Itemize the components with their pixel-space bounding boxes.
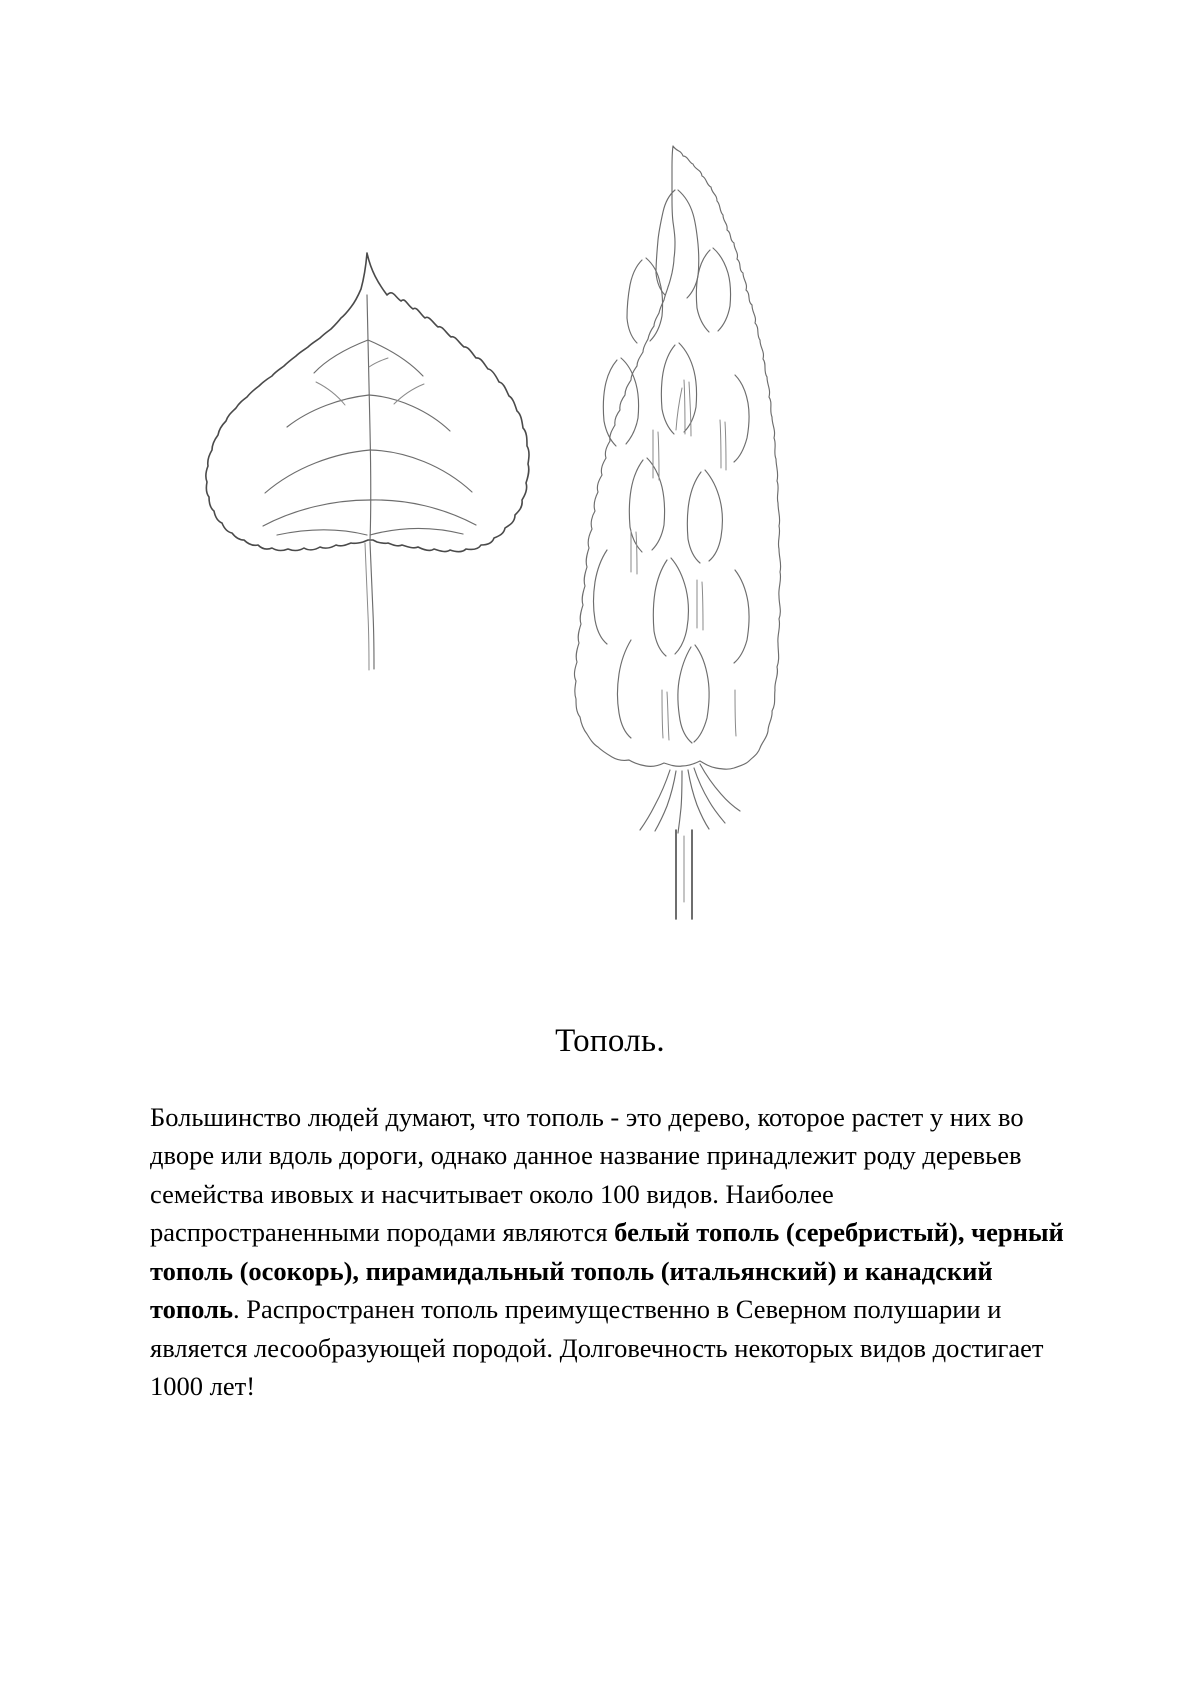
paragraph-run: Большинство людей думают, что тополь - это дерево, которое растет у них во дворе или вдоль дороги, однако данное название принадлежит роду деревьев семейства ивовых и насчитывает около 100 видов. Наиболее распространенными породами являются xyxy=(150,1101,1031,1248)
article-paragraph xyxy=(150,1098,1070,1406)
paragraph-run-bold: белый тополь (серебристый), черный тополь (осокорь), пирамидальный тополь (итальянский) и канадский тополь xyxy=(150,1217,1071,1325)
poplar-leaf-illustration xyxy=(195,245,545,675)
page-title: Тополь. xyxy=(555,1023,665,1059)
poplar-tree-illustration xyxy=(545,130,805,920)
article-text-block xyxy=(150,1022,1070,1406)
paragraph-run: . Распространен тополь преимущественно в Северном полушарии и является лесообразующей породой. Долговечность некоторых видов достигает 1000 лет! xyxy=(150,1294,1051,1402)
